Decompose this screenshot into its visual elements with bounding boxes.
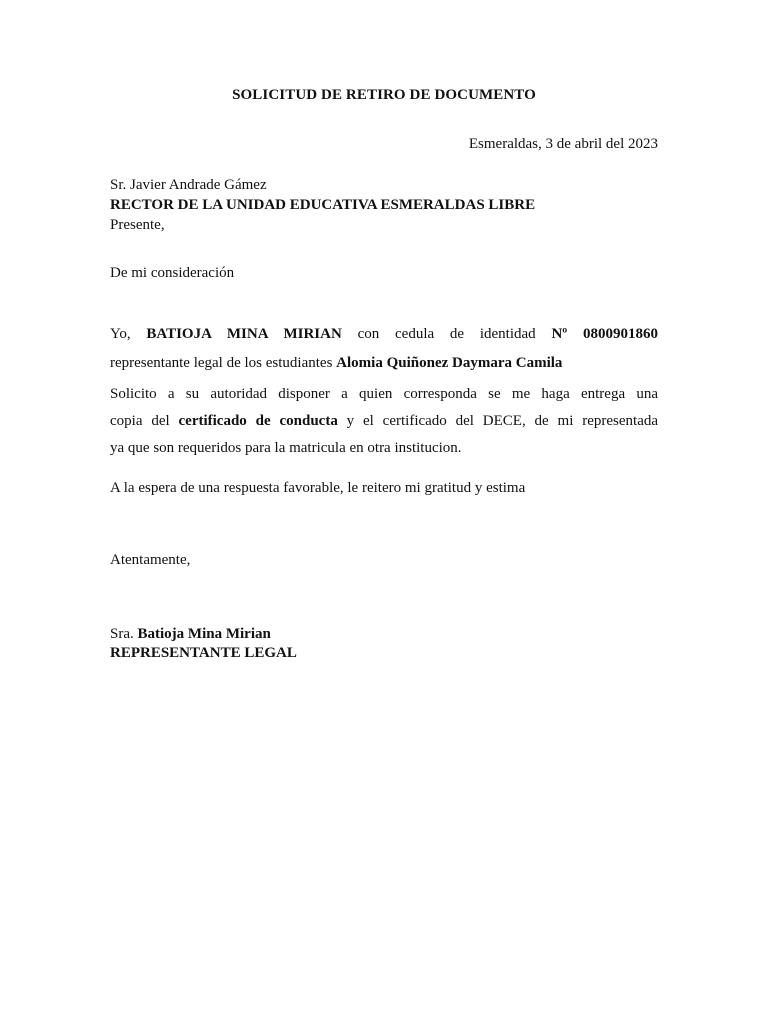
paragraph-2-line-2 bbox=[110, 408, 658, 435]
signature-name-line bbox=[110, 625, 658, 644]
signature-prefix: Sra. bbox=[110, 626, 138, 642]
signature-name: Batioja Mina Mirian bbox=[137, 626, 271, 642]
id-number: Nº 0800901860 bbox=[551, 326, 658, 342]
greeting: De mi consideración bbox=[110, 265, 235, 281]
addressee-name: Sr. Javier Andrade Gámez bbox=[110, 177, 267, 193]
certificate-name: certificado de conducta bbox=[178, 413, 338, 429]
paragraph-2-line-1: Solicito a su autoridad disponer a quien corresponda se me haga entrega una bbox=[110, 386, 658, 402]
paragraph-3: A la espera de una respuesta favorable, le reitero mi gratitud y estima bbox=[110, 480, 526, 496]
paragraph-1-line2-prefix: representante legal de los estudiantes bbox=[110, 355, 337, 371]
paragraph-2-line-3: ya que son requeridos para la matricula en otra institucion. bbox=[110, 440, 462, 456]
paragraph-1-line-2 bbox=[110, 349, 658, 378]
applicant-name: BATIOJA MINA MIRIAN bbox=[146, 326, 342, 342]
paragraph-2 bbox=[110, 381, 658, 462]
addressee-presente: Presente, bbox=[110, 217, 165, 233]
document-date: Esmeraldas, 3 de abril del 2023 bbox=[468, 136, 658, 152]
signature-block bbox=[110, 625, 658, 663]
paragraph-1-line-1 bbox=[110, 320, 658, 349]
closing: Atentamente, bbox=[110, 552, 191, 568]
document-title: SOLICITUD DE RETIRO DE DOCUMENTO bbox=[232, 87, 536, 103]
addressee-position: RECTOR DE LA UNIDAD EDUCATIVA ESMERALDAS LIBRE bbox=[110, 197, 536, 213]
addressee-block bbox=[110, 175, 658, 235]
paragraph-2-line2-prefix: copia del bbox=[110, 413, 179, 429]
paragraph-1-mid: con cedula de identidad bbox=[341, 326, 552, 342]
paragraph-1 bbox=[110, 320, 658, 378]
paragraph-1-prefix: Yo, bbox=[110, 326, 147, 342]
paragraph-2-line2-suffix: y el certificado del DECE, de mi representada bbox=[337, 413, 659, 429]
student-name: Alomia Quiñonez Daymara Camila bbox=[336, 355, 563, 371]
signature-role: REPRESENTANTE LEGAL bbox=[110, 645, 297, 661]
